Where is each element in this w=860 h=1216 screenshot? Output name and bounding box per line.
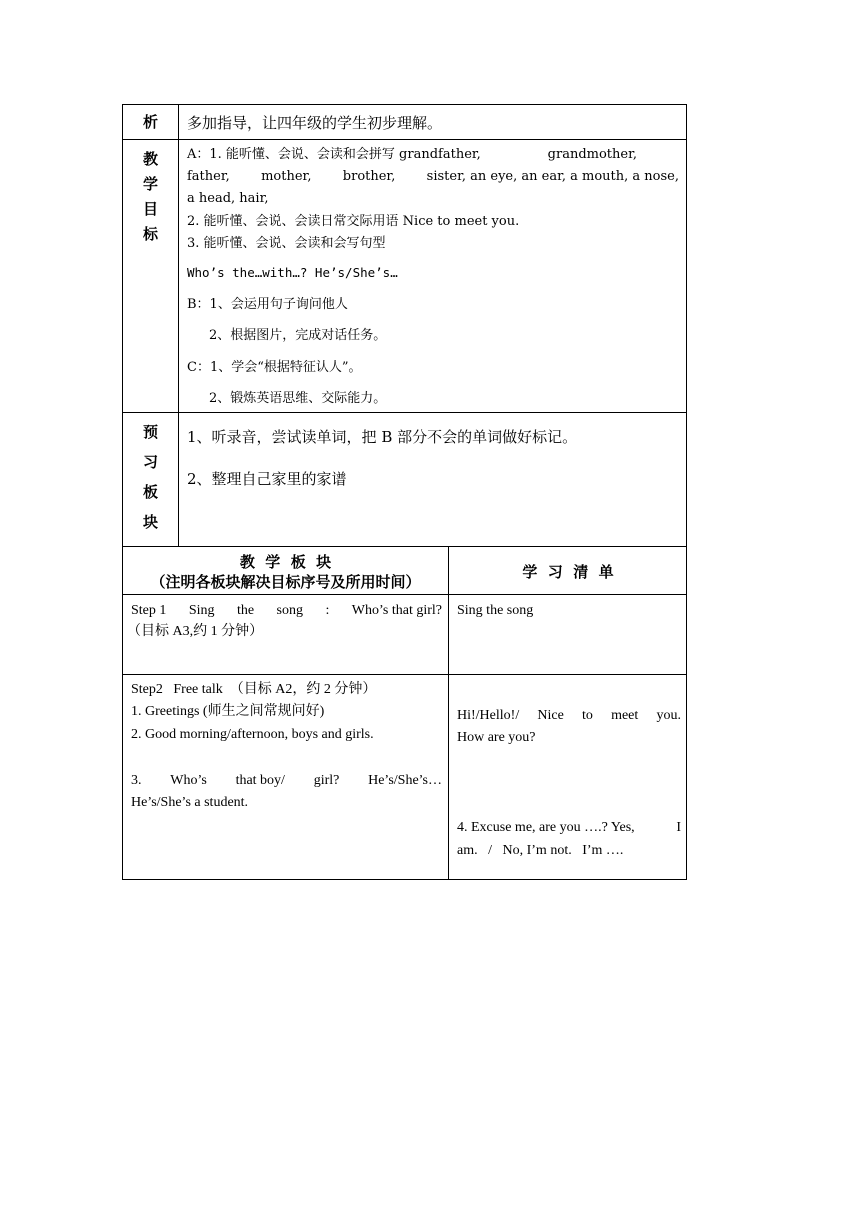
preview-label-char-4: 块	[142, 513, 158, 531]
step2-title: Step2 Free talk （目标 A2，约 2 分钟）	[131, 682, 377, 697]
objective-word-mother: mother,	[261, 169, 312, 184]
step2-item-3-line1	[131, 771, 442, 791]
step2-item-1: 1. Greetings (师生之间常规问好)	[131, 704, 325, 719]
preview-content-cell	[178, 412, 687, 547]
objective-a-line1-right: grandmother,	[547, 147, 637, 162]
step2-list1-you: you.	[656, 708, 681, 723]
step2-list4-line1	[457, 818, 681, 838]
step1-word-step: Step 1	[131, 603, 167, 618]
objective-a-line1-left: A：1. 能听懂、会说、会读和会拼写 grandfather,	[187, 147, 481, 162]
objectives-label-char-2: 学	[142, 175, 158, 193]
analysis-label: 析	[142, 113, 158, 131]
step2-item3-that-boy: that boy/	[235, 773, 285, 788]
preview-label-char-3: 板	[142, 483, 158, 501]
learning-header-cell	[448, 547, 687, 594]
step2-list4-text: 4. Excuse me, are you ….? Yes,	[457, 820, 635, 835]
step2-list1-meet: meet	[611, 708, 639, 723]
objective-word-brother: brother,	[342, 169, 396, 184]
step2-list1-hi: Hi!/Hello!/	[457, 708, 520, 723]
step1-list-cell	[448, 594, 687, 674]
step2-item-2: 2. Good morning/afternoon, boys and girls.	[131, 727, 374, 742]
objective-b1: B：1、会运用句子询问他人	[187, 297, 348, 312]
objective-a-line3: a head, hair,	[187, 191, 269, 206]
step1-list-text: Sing the song	[457, 603, 534, 618]
step2-list4-i: I	[676, 820, 681, 835]
teaching-header-cell	[123, 547, 448, 594]
objective-a-line1	[187, 146, 637, 165]
step2-list4-line2: am. / No, I’m not. I’m ….	[457, 843, 624, 858]
step1-line2: （目标 A3,约 1 分钟）	[127, 624, 264, 639]
preview-item-2: 2、整理自己家里的家谱	[187, 470, 347, 488]
objective-a-line2	[187, 168, 679, 187]
preview-label-char-2: 习	[142, 453, 158, 471]
lower-table	[122, 546, 687, 880]
preview-label-cell	[123, 412, 178, 547]
step1-word-title: Who’s that girl?	[351, 603, 442, 618]
objective-c1: C：1、学会“根据特征认人”。	[187, 360, 362, 375]
teaching-header-subtitle: （注明各板块解决目标序号及所用时间）	[150, 573, 421, 592]
step1-word-song: song	[276, 603, 303, 618]
objective-a-item3: 3. 能听懂、会说、会读和会写句型	[187, 236, 386, 251]
objectives-label-cell	[123, 139, 178, 412]
step2-item3-hes: He’s/She’s…	[368, 773, 442, 788]
step1-word-sing: Sing	[188, 603, 215, 618]
teaching-header-title: 教 学 板 块	[239, 553, 332, 571]
preview-label-char-1: 预	[142, 423, 158, 441]
learning-header-title: 学 习 清 单	[522, 563, 614, 581]
step1-teaching-cell	[123, 594, 448, 674]
objectives-content-cell	[178, 139, 687, 412]
analysis-text: 多加指导，让四年级的学生初步理解。	[187, 114, 443, 132]
preview-item-1: 1、听录音，尝试读单词，把 B 部分不会的单词做好标记。	[187, 428, 578, 446]
step1-line1	[131, 601, 442, 621]
objectives-label-char-1: 教	[142, 150, 158, 168]
step2-list1-line1	[457, 706, 681, 726]
upper-table	[122, 104, 687, 547]
step2-list1-line2: How are you?	[457, 730, 536, 745]
objectives-label-char-3: 目	[142, 200, 158, 218]
analysis-label-cell	[123, 105, 178, 139]
objective-c2: 2、锻炼英语思维、交际能力。	[209, 391, 387, 406]
objective-sentence-pattern: Who’s the…with…? He’s/She’s…	[187, 265, 398, 280]
analysis-content-cell	[178, 105, 687, 139]
objectives-label-char-4: 标	[142, 225, 158, 243]
step2-teaching-cell	[123, 674, 448, 880]
objective-b2: 2、根据图片，完成对话任务。	[209, 328, 387, 343]
objective-word-rest: sister, an eye, an ear, a mouth, a nose,	[426, 169, 679, 184]
step1-word-the: the	[236, 603, 255, 618]
step2-list1-nice: Nice	[537, 708, 564, 723]
step2-item3-num: 3.	[131, 773, 142, 788]
objective-word-father: father,	[187, 169, 230, 184]
step2-item3-whos: Who’s	[170, 773, 207, 788]
step1-word-colon: :	[325, 603, 330, 618]
objective-a-item2: 2. 能听懂、会说、会读日常交际用语 Nice to meet you.	[187, 214, 520, 229]
step2-list-cell	[448, 674, 687, 880]
step2-item3-girl: girl?	[313, 773, 340, 788]
step2-list1-to: to	[582, 708, 593, 723]
step2-item-3-line2: He’s/She’s a student.	[131, 795, 249, 810]
